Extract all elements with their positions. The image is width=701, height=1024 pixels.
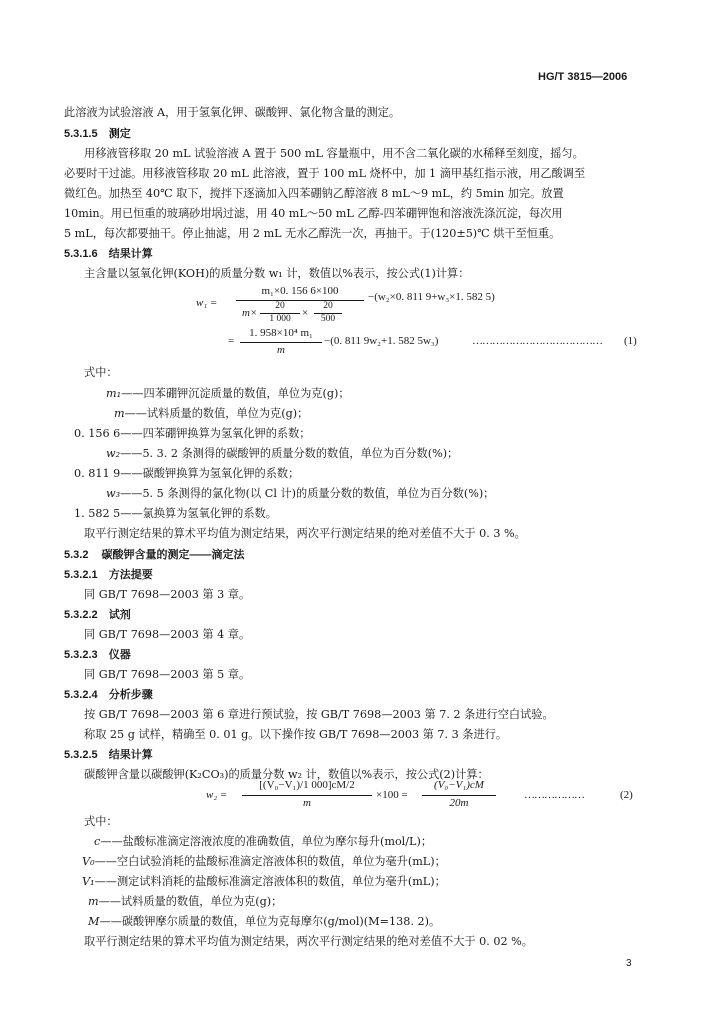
section-title: 试剂 bbox=[108, 609, 131, 621]
paragraph-line: 5 mL，每次都要抽干。停止抽滤，用 2 mL 无水乙醇洗一次，再抽干。于(120±5)℃ 烘干至恒重。 bbox=[64, 227, 561, 240]
leader-dots: ………………………………… bbox=[472, 335, 602, 347]
variable-symbol: m₁ bbox=[106, 387, 122, 400]
equation-label: (1) bbox=[624, 335, 637, 347]
section-body: 同 GB/T 7698—2003 第 3 章。 bbox=[84, 588, 251, 601]
page-number: 3 bbox=[626, 958, 632, 969]
section-number: 5.3.1.5 bbox=[64, 128, 98, 140]
formula-numerator: [(V₀−V₁)/1 000]cM/2 bbox=[259, 779, 355, 791]
f2-den: 500 bbox=[320, 314, 336, 324]
variable-desc: ——试料质量的数值，单位为克(g)； bbox=[124, 407, 309, 420]
section-number: 5.3.2.3 bbox=[64, 649, 98, 661]
variable-row bbox=[106, 485, 494, 501]
fraction-bar bbox=[242, 795, 372, 796]
fraction-bar bbox=[422, 795, 496, 796]
fraction-bar bbox=[240, 342, 322, 343]
variable-desc: ——盐酸标准滴定溶液浓度的准确数值，单位为摩尔每升(mol/L)； bbox=[100, 835, 433, 848]
variable-row bbox=[94, 833, 432, 849]
variable-symbol: 1. 582 5 bbox=[74, 507, 121, 520]
variable-symbol: m bbox=[114, 407, 125, 420]
variable-symbol: w₂ bbox=[106, 447, 121, 460]
section-number: 5.3.1.6 bbox=[64, 248, 98, 260]
paragraph-line: 微红色。加热至 40℃ 取下，搅拌下逐滴加入四苯硼钠乙醇溶液 8 mL～9 mL，约 5min 加完。放置 bbox=[64, 187, 564, 200]
variable-row bbox=[74, 505, 277, 521]
section-body: 同 GB/T 7698—2003 第 4 章。 bbox=[84, 628, 251, 641]
variable-desc: ——5. 5 条测得的氯化物(以 Cl 计)的质量分数的数值，单位为百分数(%)； bbox=[120, 487, 495, 500]
variable-desc: ——碳酸钾换算为氢氧化钾的系数； bbox=[120, 467, 300, 480]
variable-row bbox=[114, 405, 308, 421]
leader-dots: ……………… bbox=[524, 789, 584, 801]
section-number: 5.3.2.5 bbox=[64, 749, 98, 761]
variable-row bbox=[106, 385, 350, 401]
equals: = bbox=[228, 335, 235, 347]
variable-symbol: 0. 811 9 bbox=[74, 467, 121, 480]
variable-desc: ——四苯硼钾沉淀质量的数值，单位为克(g)； bbox=[121, 387, 350, 400]
section-title: 测定 bbox=[108, 128, 131, 140]
variable-row bbox=[88, 913, 440, 929]
formula-numerator: m₁×0. 156 6×100 bbox=[261, 285, 339, 297]
formula-denominator: m bbox=[277, 344, 285, 356]
variable-desc: ——氯换算为氢氧化钾的系数。 bbox=[120, 507, 277, 520]
paragraph-line: 按 GB/T 7698—2003 第 6 章进行预试验，按 GB/T 7698—2003 第 7. 2 条进行空白试验。 bbox=[84, 708, 554, 721]
variable-symbol: m bbox=[88, 895, 99, 908]
times: × bbox=[302, 307, 309, 319]
section-number: 5.3.2.2 bbox=[64, 609, 98, 621]
where-label: 式中： bbox=[84, 815, 118, 828]
formula2-intro: 碳酸钾含量以碳酸钾(K₂CO₃)的质量分数 w₂ 计，数值以%表示，按公式(2)计算： bbox=[84, 768, 489, 781]
paragraph-line: 必要时干过滤。用移液管移取 20 mL 此溶液，置于 100 mL 烧杯中，加 1 滴甲基红指示液，用乙酸调至 bbox=[64, 167, 586, 180]
formula-denominator bbox=[236, 301, 364, 325]
section-5322-heading bbox=[64, 606, 131, 622]
section-title: 碳酸钾含量的测定——滴定法 bbox=[101, 549, 245, 561]
variable-symbol: V₁ bbox=[82, 875, 95, 888]
formula-tail: −(0. 811 9w₂+1. 582 5w₃) bbox=[324, 335, 439, 347]
variable-desc: ——试料质量的数值，单位为克(g)； bbox=[98, 895, 283, 908]
variable-desc: ——测定试料消耗的盐酸标准滴定溶液体积的数值，单位为毫升(mL)； bbox=[94, 875, 446, 888]
section-title: 结果计算 bbox=[108, 248, 153, 260]
f1-den: 1 000 bbox=[269, 314, 291, 324]
formula-1-line-2 bbox=[196, 327, 656, 357]
variable-row bbox=[82, 873, 446, 889]
variable-row bbox=[74, 425, 310, 441]
times-100: ×100 = bbox=[376, 789, 408, 801]
section-532-heading bbox=[64, 546, 245, 562]
section-number: 5.3.2 bbox=[64, 549, 89, 561]
section-title: 方法提要 bbox=[108, 569, 153, 581]
conclusion-1: 取平行测定结果的算术平均值为测定结果，两次平行测定结果的绝对差值不大于 0. 3 %。 bbox=[84, 527, 526, 540]
paragraph-line: 称取 25 g 试样，精确至 0. 01 g。以下操作按 GB/T 7698—2003 第 7. 3 条进行。 bbox=[84, 728, 508, 741]
section-5323-heading bbox=[64, 646, 131, 662]
variable-symbol: w₃ bbox=[106, 487, 121, 500]
variable-desc: ——四苯硼钾换算为氢氧化钾的系数； bbox=[120, 427, 311, 440]
section-number: 5.3.2.1 bbox=[64, 569, 98, 581]
intro-line: 此溶液为试验溶液 A，用于氢氧化钾、碳酸钾、氯化物含量的测定。 bbox=[64, 106, 401, 119]
section-title: 结果计算 bbox=[108, 749, 153, 761]
variable-row bbox=[88, 893, 282, 909]
where-label: 式中： bbox=[84, 366, 118, 379]
section-5316-heading bbox=[64, 245, 153, 261]
section-5321-heading bbox=[64, 566, 153, 582]
standard-code: HG/T 3815—2006 bbox=[538, 71, 628, 83]
formula-tail: −(w₂×0. 811 9+w₃×1. 582 5) bbox=[368, 291, 495, 303]
section-body: 同 GB/T 7698—2003 第 5 章。 bbox=[84, 668, 251, 681]
section-5325-heading bbox=[64, 746, 153, 762]
paragraph-line: 用移液管移取 20 mL 试验溶液 A 置于 500 mL 容量瓶中，用不含二氧化碳的水稀释至刻度，摇匀。 bbox=[84, 147, 584, 160]
f2-num: 20 bbox=[323, 301, 333, 311]
variable-symbol: c bbox=[94, 835, 101, 848]
section-5324-heading bbox=[64, 686, 153, 702]
variable-row bbox=[74, 465, 299, 481]
formula-lhs: w₁ = bbox=[196, 297, 218, 309]
formula1-intro: 主含量以氢氧化钾(KOH)的质量分数 w₁ 计，数值以%表示，按公式(1)计算： bbox=[84, 267, 470, 280]
variable-symbol: M bbox=[88, 915, 100, 928]
formula-denominator: 20m bbox=[449, 797, 469, 809]
paragraph-line: 10min。用已恒重的玻璃砂坩埚过滤，用 40 mL～50 mL 乙醇-四苯硼钾饱和溶液洗涤沉淀，每次用 bbox=[64, 207, 563, 220]
section-5315-heading bbox=[64, 125, 131, 141]
equation-label: (2) bbox=[620, 789, 633, 801]
variable-desc: ——碳酸钾摩尔质量的数值，单位为克每摩尔(g/mol)(M=138. 2)。 bbox=[99, 915, 441, 928]
variable-symbol: V₀ bbox=[82, 855, 95, 868]
formula-numerator: 1. 958×10⁴ m₁ bbox=[249, 327, 313, 339]
variable-desc: ——空白试验消耗的盐酸标准滴定溶液体积的数值，单位为毫升(mL)； bbox=[94, 855, 446, 868]
section-number: 5.3.2.4 bbox=[64, 689, 98, 701]
formula-lhs: w₂ = bbox=[206, 789, 228, 801]
variable-symbol: 0. 156 6 bbox=[74, 427, 121, 440]
formula-2 bbox=[206, 779, 646, 813]
f1-num: 20 bbox=[275, 301, 285, 311]
den-m: m× bbox=[242, 307, 258, 319]
variable-desc: ——5. 3. 2 条测得的碳酸钾的质量分数的数值，单位为百分数(%)； bbox=[120, 447, 459, 460]
formula-numerator: (V₀−V₁)cM bbox=[434, 779, 484, 791]
section-title: 仪器 bbox=[108, 649, 131, 661]
variable-row bbox=[82, 853, 446, 869]
conclusion-2: 取平行测定结果的算术平均值为测定结果，两次平行测定结果的绝对差值不大于 0. 02 %。 bbox=[84, 935, 533, 948]
variable-row bbox=[106, 445, 458, 461]
section-title: 分析步骤 bbox=[108, 689, 153, 701]
formula-denominator: m bbox=[303, 797, 311, 809]
